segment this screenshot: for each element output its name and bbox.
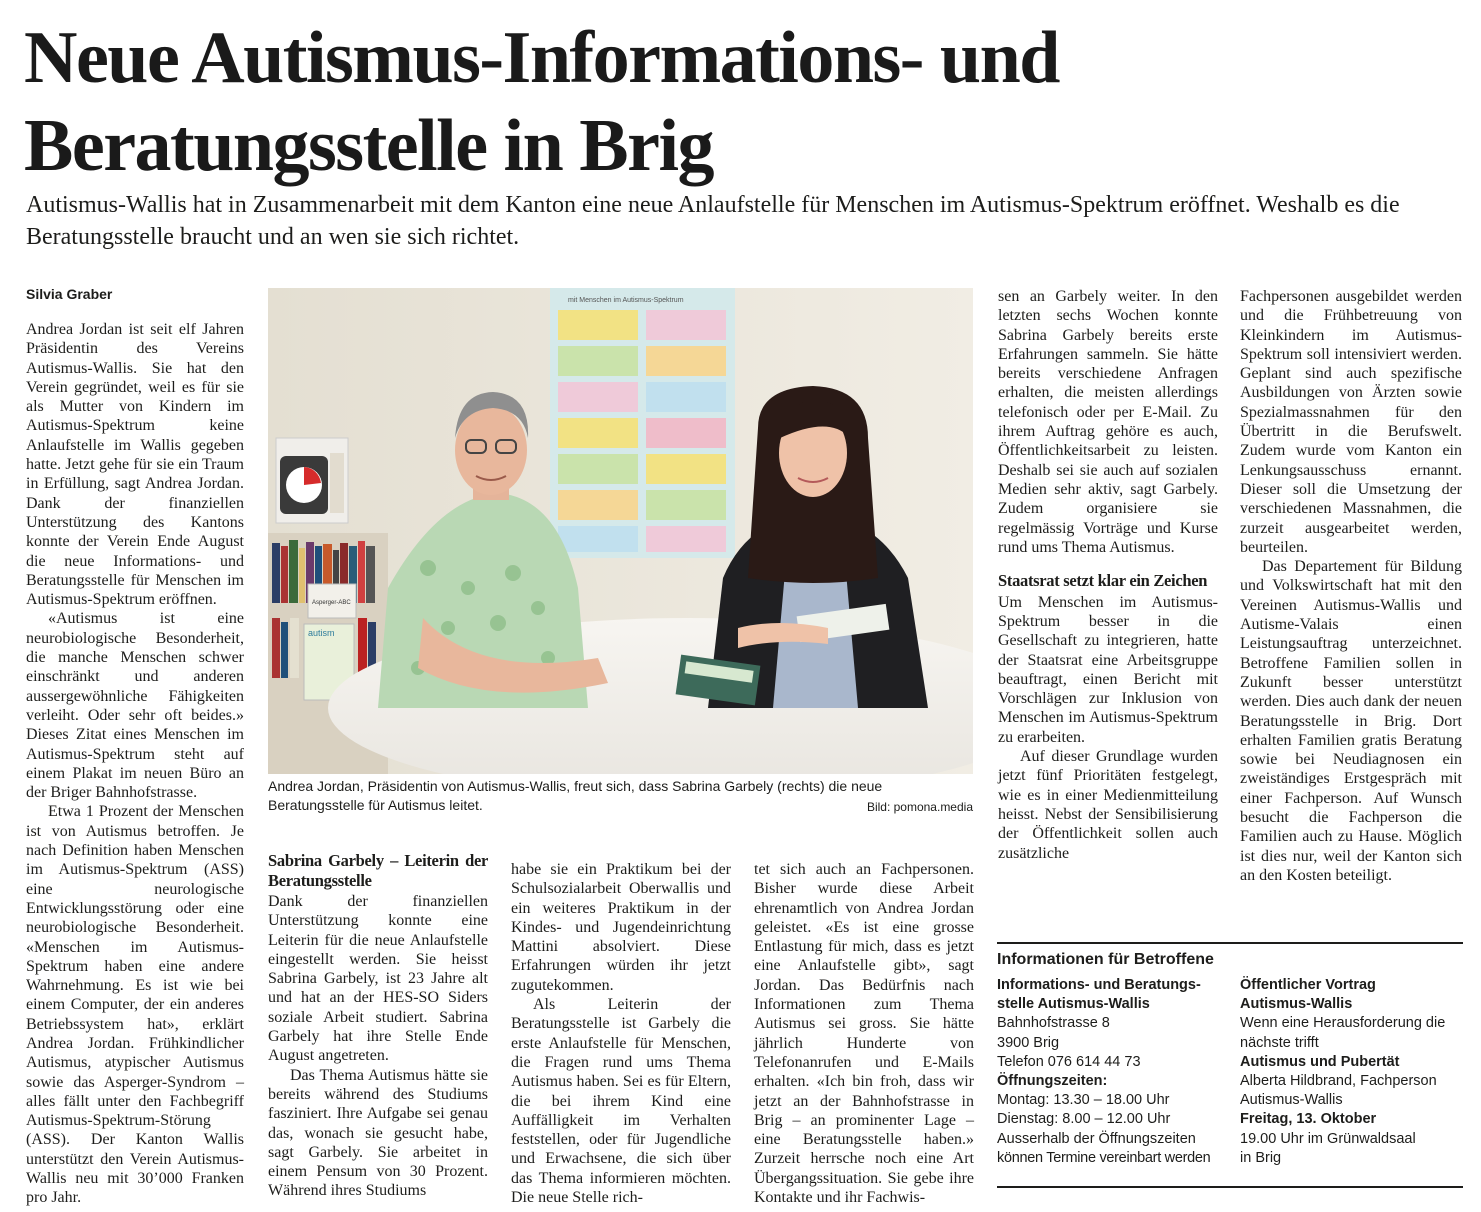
divider (997, 1186, 1463, 1188)
info-box (997, 948, 1463, 1188)
photo-caption: Andrea Jordan, Präsidentin von Autismus-Wallis, freut sich, dass Sabrina Garbely (rechts) die neue Beratungsstelle für Autismus leitet. (268, 778, 883, 813)
info-line: Öffnungszeiten: (997, 1073, 1108, 1090)
info-line: stelle Autismus-Wallis (997, 996, 1150, 1013)
info-line: können Termine vereinbart werden (997, 1149, 1211, 1166)
info-line: Informations- und Beratungs- (997, 977, 1201, 993)
info-line: Autismus und Pubertät (1240, 1053, 1400, 1070)
paragraph: Etwa 1 Prozent der Menschen ist von Autismus betroffen. Je nach Definition haben Menschen im Autismus-Spektrum (ASS) eine neurologische Entwicklungsstörung oder eine neurobiologische Besonderheit. «Menschen im Autismus-Spektrum haben eine andere Wahrnehmung. Es ist wie bei einem Computer, der ein anderes Betriebssystem hat», erklärt Andrea Jordan. Frühkindlicher Autismus, atypischer Autismus sowie das Asperger-Syndrom – alles fällt unter den Fachbegriff Autismus-Spektrum-Störung (ASS). Der Kanton Wallis unterstützt den Verein Autismus-Wallis neu mit 30’000 Franken pro Jahr. (26, 803, 244, 1207)
poster-title: mit Menschen im Autismus-Spektrum (568, 297, 684, 304)
paragraph: Das Departement für Bildung und Volkswirtschaft hat mit den Vereinen Autismus-Wallis und Autisme-Valais einen Leistungsauftrag unterzeichnet. Betroffene Familien sollen in Zukunft besser unterstützt werden. Dies auch dank der neuen Beratungsstelle in Brig. Dort erhalten Familien gratis Beratung sowie bei Neudiagnosen ein zweiständiges Erstgespräch mit einer Fachperson. Auf Wunsch besucht die Fachperson die Familien auch zu Hause. Möglich ist dies nur, weil der Kanton sich an den Kosten beteiligt. (1240, 558, 1462, 884)
info-contact (997, 976, 1219, 1168)
info-line: 19.00 Uhr im Grünwaldsaal (1240, 1130, 1416, 1147)
text-column-4 (754, 860, 974, 1207)
info-line: Ausserhalb der Öffnungszeiten (997, 1130, 1196, 1147)
paragraph: sen an Garbely weiter. In den letzten sechs Wochen konnte Sabrina Garbely bereits erste Erfahrungen sammeln. Sie hätte bereits verschiedene Anfragen erhalten, die meisten allerdings telefonisch oder per E-Mail. Zu ihrem Auftrag gehöre es auch, Öffentlichkeitsarbeit zu leisten. Deshalb sei sie auch auf sozialen Medien sehr aktiv, sagt Garbely. Zudem organisiere sie regelmässig Vorträge und Kurse rund ums Thema Autismus. (998, 288, 1218, 556)
photo-credit: Bild: pomona.media (866, 800, 973, 814)
paragraph: Fachpersonen ausgebildet werden und die Frühbetreuung von Kleinkindern im Autismus-Spektrum soll intensiviert werden. Geplant sind auch spezifische Ausbildungen von Ärzten sowie Spezialmassnahmen für den Übertritt in die Berufswelt. Zudem wurde vom Kanton ein Lenkungsausschuss ernannt. Dieser soll die Umsetzung der verschiedenen Massnahmen, die zurzeit ausgearbeitet werden, beurteilen. (1240, 288, 1462, 556)
info-line: Montag: 13.30 – 18.00 Uhr (997, 1092, 1170, 1109)
paragraph: Das Thema Autismus hätte sie bereits während des Studiums fasziniert. Ihre Aufgabe sei genau das, wonach sie gesucht habe, sagt Garbely. Sie arbeitet in einem Pensum von 30 Prozent. Während ihres Studiums (268, 1066, 488, 1200)
text-column-5 (998, 287, 1218, 863)
paragraph: Um Menschen im Autismus-Spektrum besser in die Gesellschaft zu integrieren, hatte der Staatsrat eine Arbeitsgruppe beauftragt, einen Bericht mit Vorschlägen zur Inklusion von Menschen im Autismus-Spektrum zu erarbeiten. (998, 593, 1218, 746)
info-line: nächste trifft (1240, 1034, 1319, 1051)
text-column-6 (1240, 287, 1462, 885)
text-column-2 (268, 851, 488, 1201)
paragraph: «Autismus ist eine neurobiologische Besonderheit, die manche Menschen schwer einschränkt und anderen aussergewöhnliche Fähigkeiten verleiht. Oder sehr oft beides.» Dieses Zitat eines Menschen im Autismus-Spektrum steht auf einem Plakat im neuen Büro an der Briger Bahnhofstrasse. (26, 610, 244, 802)
info-line: Autismus-Wallis (1240, 1092, 1343, 1109)
info-line: Freitag, 13. Oktober (1240, 1111, 1377, 1128)
paragraph: Als Leiterin der Beratungsstelle ist Garbely die erste Anlaufstelle für Menschen, die Fragen rund ums Thema Autismus haben. Sei es für Eltern, die bei ihrem Kind eine Auffälligkeit im Verhalten feststellen, oder für Jugendliche und Erwachsene, die sich über das Thema informieren möchten. Die neue Stelle rich- (511, 996, 731, 1207)
article-photo (268, 288, 973, 774)
photo-illustration (268, 288, 973, 774)
book-title: Asperger-ABC (312, 600, 351, 606)
subheading: Sabrina Garbely – Leiterin der Beratungsstelle (268, 851, 488, 890)
article-headline: Neue Autismus-Informations- und Beratungsstelle in Brig (24, 17, 1059, 187)
info-line: in Brig (1240, 1149, 1282, 1166)
info-line: Alberta Hildbrand, Fachperson (1240, 1073, 1437, 1090)
info-phone: Telefon 076 614 44 73 (997, 1053, 1141, 1070)
info-line: Dienstag: 8.00 – 12.00 Uhr (997, 1111, 1171, 1128)
divider (997, 942, 1463, 944)
paragraph: Dank der finanziellen Unterstützung konnte eine Leiterin für die neue Anlaufstelle eingestellt werden. Sie heisst Sabrina Garbely, ist 23 Jahre alt und hat an der HES-SO Siders soziale Arbeit studiert. Sabrina Garbely hat ihre Stelle Ende August angetreten. (268, 893, 488, 1065)
info-line: Öffentlicher Vortrag (1240, 977, 1376, 993)
info-line: Bahnhofstrasse 8 (997, 1015, 1110, 1032)
text-column-3 (511, 860, 731, 1207)
info-line: 3900 Brig (997, 1034, 1060, 1051)
subheading: Staatsrat setzt klar ein Zeichen (998, 571, 1208, 591)
info-box-title: Informationen für Betroffene (997, 951, 1214, 968)
author-byline: Silvia Graber (26, 286, 113, 302)
paragraph: habe sie ein Praktikum bei der Schulsozialarbeit Oberwallis und ein weiteres Praktikum in der Kindes- und Jugendeinrichtung Mattini absolviert. Diese Erfahrungen würden ihr jetzt zugutekommen. (511, 861, 731, 994)
info-line: Wenn eine Herausforderung die (1240, 1015, 1446, 1032)
paragraph: Andrea Jordan ist seit elf Jahren Präsidentin des Vereins Autismus-Wallis. Sie hat den Verein gegründet, weil es für sie als Mutter von Kindern im Autismus-Spektrum keine Anlaufstelle im Wallis gegeben hatte. Jetzt gehe für sie ein Traum in Erfüllung, sagt Andrea Jordan. Dank der finanziellen Unterstützung des Kantons konnte der Verein Ende August die neue Informations- und Beratungsstelle für Menschen im Autismus-Spektrum eröffnen. (26, 321, 244, 609)
info-event (1240, 976, 1462, 1168)
paragraph: Auf dieser Grundlage wurden jetzt fünf Prioritäten festgelegt, wie es in einer Medienmitteilung heisst. Nebst der Sensibilisierung der Öffentlichkeit sollen auch zusätzliche (998, 748, 1218, 862)
book-title: autism (308, 628, 335, 638)
info-line: Autismus-Wallis (1240, 996, 1353, 1013)
article-lead: Autismus-Wallis hat in Zusammenarbeit mit dem Kanton eine neue Anlaufstelle für Menschen im Autismus-Spektrum eröffnet. Weshalb es die Beratungsstelle braucht und an wen sie sich richtet. (26, 192, 1400, 250)
paragraph: tet sich auch an Fachpersonen. Bisher wurde diese Arbeit ehrenamtlich von Andrea Jordan geleistet. «Es ist eine grosse Entlastung für mich, dass es jetzt eine Anlaufstelle gibt», sagt Jordan. Das Bedürfnis nach Informationen zum Thema Autismus sei gross. Sie hätte jährlich Hunderte von Telefonanrufen und E-Mails erhalten. «Ich bin froh, dass wir jetzt an der Bahnhofstrasse in Brig – an prominenter Lage – eine Beratungsstelle haben.» Zurzeit herrsche noch eine Art Übergangssituation. Sie gebe ihre Kontakte und ihr Fachwis- (754, 861, 974, 1207)
text-column-1 (26, 320, 244, 1208)
